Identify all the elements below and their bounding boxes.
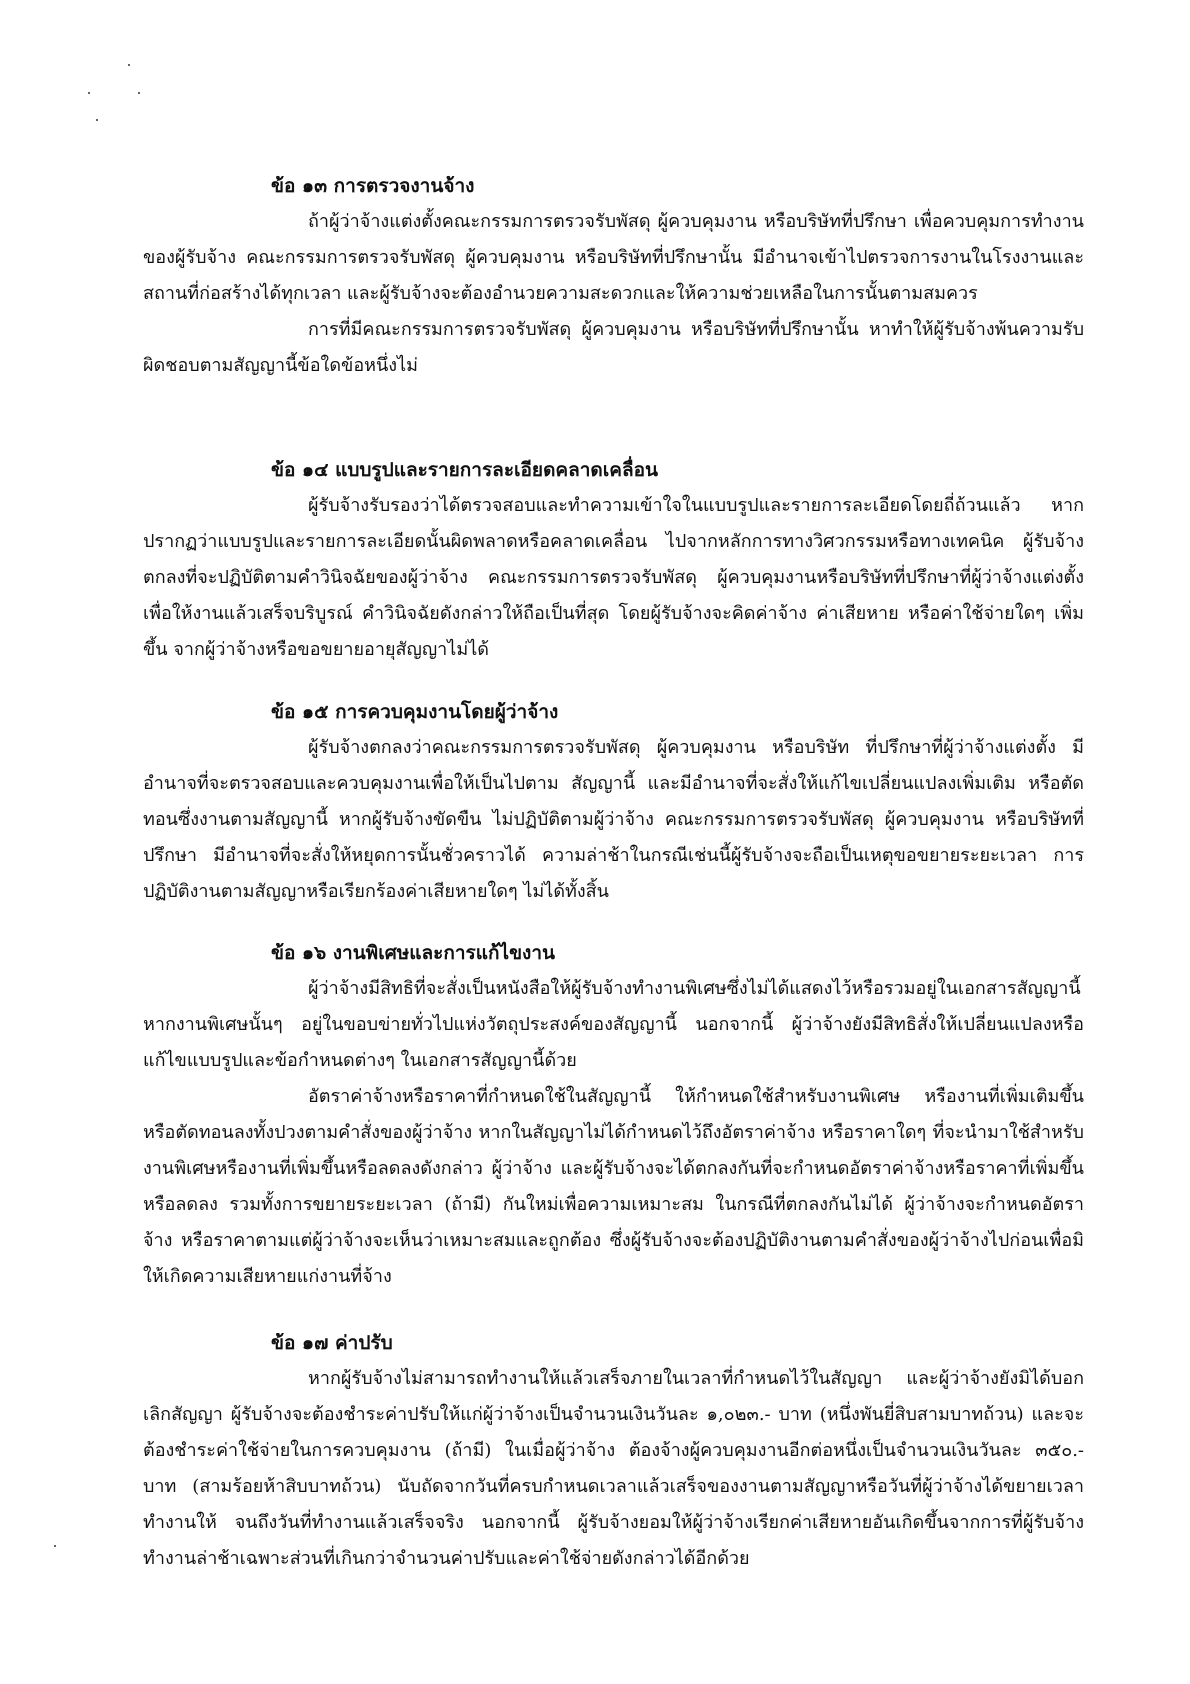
clause-paragraph: ผู้ว่าจ้างมีสิทธิที่จะสั่งเป็นหนังสือให้ผู้รับจ้างทำงานพิเศษซึ่งไม่ได้แสดงไว้หรือรวมอยู่ในเอกสารสัญญานี้ หากงานพิเศษนั้นๆ อยู่ในขอบข่ายทั่วไปแห่งวัตถุประสงค์ของสัญญานี้ นอกจากนี้ ผู้ว่าจ้างยังมีสิทธิสั่งให้เปลี่ยนแปลงหรือแก้ไขแบบรูปและข้อกำหนดต่างๆ ในเอกสารสัญญานี้ด้วย — [143, 978, 1084, 1071]
clause-heading: ข้อ ๑๓ การตรวจงานจ้าง — [271, 175, 475, 197]
clause-paragraph: หากผู้รับจ้างไม่สามารถทำงานให้แล้วเสร็จภายในเวลาที่กำหนดไว้ในสัญญา และผู้ว่าจ้างยังมิได้บอกเลิกสัญญา ผู้รับจ้างจะต้องชำระค่าปรับให้แก่ผู้ว่าจ้างเป็นจำนวนเงินวันละ ๑,๐๒๓.- บาท (หนึ่งพันยี่สิบสามบาทถ้วน) และจะต้องชำระค่าใช้จ่ายในการควบคุมงาน (ถ้ามี) ในเมื่อผู้ว่าจ้าง ต้องจ้างผู้ควบคุมงานอีกต่อหนึ่งเป็นจำนวนเงินวันละ ๓๕๐.- บาท (สามร้อยห้าสิบบาทถ้วน) นับถัดจากวันที่ครบกำหนดเวลาแล้วเสร็จของงานตามสัญญาหรือวันที่ผู้ว่าจ้างได้ขยายเวลาทำงานให้ จนถึงวันที่ทำงานแล้วเสร็จจริง นอกจากนี้ ผู้รับจ้างยอมให้ผู้ว่าจ้างเรียกค่าเสียหายอันเกิดขึ้นจากการที่ผู้รับจ้างทำงานล่าช้าเฉพาะส่วนที่เกินกว่าจำนวนค่าปรับและค่าใช้จ่ายดังกล่าวได้อีกด้วย — [143, 1368, 1084, 1569]
clause-15 — [143, 694, 1084, 910]
clause-paragraph: ผู้รับจ้างตกลงว่าคณะกรรมการตรวจรับพัสดุ ผู้ควบคุมงาน หรือบริษัท ที่ปรึกษาที่ผู้ว่าจ้างแต่งตั้ง มีอำนาจที่จะตรวจสอบและควบคุมงานเพื่อให้เป็นไปตาม สัญญานี้ และมีอำนาจที่จะสั่งให้แก้ไขเปลี่ยนแปลงเพิ่มเติม หรือตัดทอนซึ่งงานตามสัญญานี้ หากผู้รับจ้างขัดขืน ไม่ปฏิบัติตามผู้ว่าจ้าง คณะกรรมการตรวจรับพัสดุ ผู้ควบคุมงาน หรือบริษัทที่ปรึกษา มีอำนาจที่จะสั่งให้หยุดการนั้นชั่วคราวได้ ความล่าช้าในกรณีเช่นนี้ผู้รับจ้างจะถือเป็นเหตุขอขยายระยะเวลา การปฏิบัติงานตามสัญญาหรือเรียกร้องค่าเสียหายใดๆ ไม่ได้ทั้งสิ้น — [143, 737, 1084, 902]
clause-heading: ข้อ ๑๔ แบบรูปและรายการละเอียดคลาดเคลื่อน — [271, 459, 659, 481]
clause-13 — [143, 168, 1084, 384]
clause-paragraph: ผู้รับจ้างรับรองว่าได้ตรวจสอบและทำความเข้าใจในแบบรูปและรายการละเอียดโดยถี่ถ้วนแล้ว หากปรากฏว่าแบบรูปและรายการละเอียดนั้นผิดพลาดหรือคลาดเคลื่อน ไปจากหลักการทางวิศวกรรมหรือทางเทคนิค ผู้รับจ้างตกลงที่จะปฏิบัติตามคำวินิจฉัยของผู้ว่าจ้าง คณะกรรมการตรวจรับพัสดุ ผู้ควบคุมงานหรือบริษัทที่ปรึกษาที่ผู้ว่าจ้างแต่งตั้ง เพื่อให้งานแล้วเสร็จบริบูรณ์ คำวินิจฉัยดังกล่าวให้ถือเป็นที่สุด โดยผู้รับจ้างจะคิดค่าจ้าง ค่าเสียหาย หรือค่าใช้จ่ายใดๆ เพิ่มขึ้น จากผู้ว่าจ้างหรือขอขยายอายุสัญญาไม่ได้ — [143, 495, 1085, 660]
scan-speck — [54, 1545, 56, 1547]
scan-speck — [96, 119, 98, 121]
clause-heading: ข้อ ๑๕ การควบคุมงานโดยผู้ว่าจ้าง — [271, 701, 559, 723]
clause-heading: ข้อ ๑๗ ค่าปรับ — [271, 1332, 393, 1354]
clause-17 — [143, 1325, 1084, 1577]
scan-speck — [128, 64, 130, 66]
clause-paragraph: การที่มีคณะกรรมการตรวจรับพัสดุ ผู้ควบคุมงาน หรือบริษัทที่ปรึกษานั้น หาทำให้ผู้รับจ้างพ้นความรับผิดชอบตามสัญญานี้ข้อใดข้อหนึ่งไม่ — [143, 319, 1084, 376]
clause-paragraph: ถ้าผู้ว่าจ้างแต่งตั้งคณะกรรมการตรวจรับพัสดุ ผู้ควบคุมงาน หรือบริษัทที่ปรึกษา เพื่อควบคุมการทำงานของผู้รับจ้าง คณะกรรมการตรวจรับพัสดุ ผู้ควบคุมงาน หรือบริษัทที่ปรึกษานั้น มีอำนาจเข้าไปตรวจการงานในโรงงานและสถานที่ก่อสร้างได้ทุกเวลา และผู้รับจ้างจะต้องอำนวยความสะดวกและให้ความช่วยเหลือในการนั้นตามสมควร — [143, 211, 1084, 304]
clause-heading: ข้อ ๑๖ งานพิเศษและการแก้ไขงาน — [271, 942, 555, 964]
clause-14 — [143, 452, 1084, 668]
scan-speck — [88, 92, 90, 94]
clause-paragraph: อัตราค่าจ้างหรือราคาที่กำหนดใช้ในสัญญานี้ ให้กำหนดใช้สำหรับงานพิเศษ หรืองานที่เพิ่มเติมขึ้น หรือตัดทอนลงทั้งปวงตามคำสั่งของผู้ว่าจ้าง หากในสัญญาไม่ได้กำหนดไว้ถึงอัตราค่าจ้าง หรือราคาใดๆ ที่จะนำมาใช้สำหรับงานพิเศษหรืองานที่เพิ่มขึ้นหรือลดลงดังกล่าว ผู้ว่าจ้าง และผู้รับจ้างจะได้ตกลงกันที่จะกำหนดอัตราค่าจ้างหรือราคาที่เพิ่มขึ้นหรือลดลง รวมทั้งการขยายระยะเวลา (ถ้ามี) กันใหม่เพื่อความเหมาะสม ในกรณีที่ตกลงกันไม่ได้ ผู้ว่าจ้างจะกำหนดอัตราจ้าง หรือราคาตามแต่ผู้ว่าจ้างจะเห็นว่าเหมาะสมและถูกต้อง ซึ่งผู้รับจ้างจะต้องปฏิบัติงานตามคำสั่งของผู้ว่าจ้างไปก่อนเพื่อมิให้เกิดความเสียหายแก่งานที่จ้าง — [143, 1086, 1084, 1287]
clause-16 — [143, 935, 1084, 1295]
scan-speck — [138, 92, 140, 94]
